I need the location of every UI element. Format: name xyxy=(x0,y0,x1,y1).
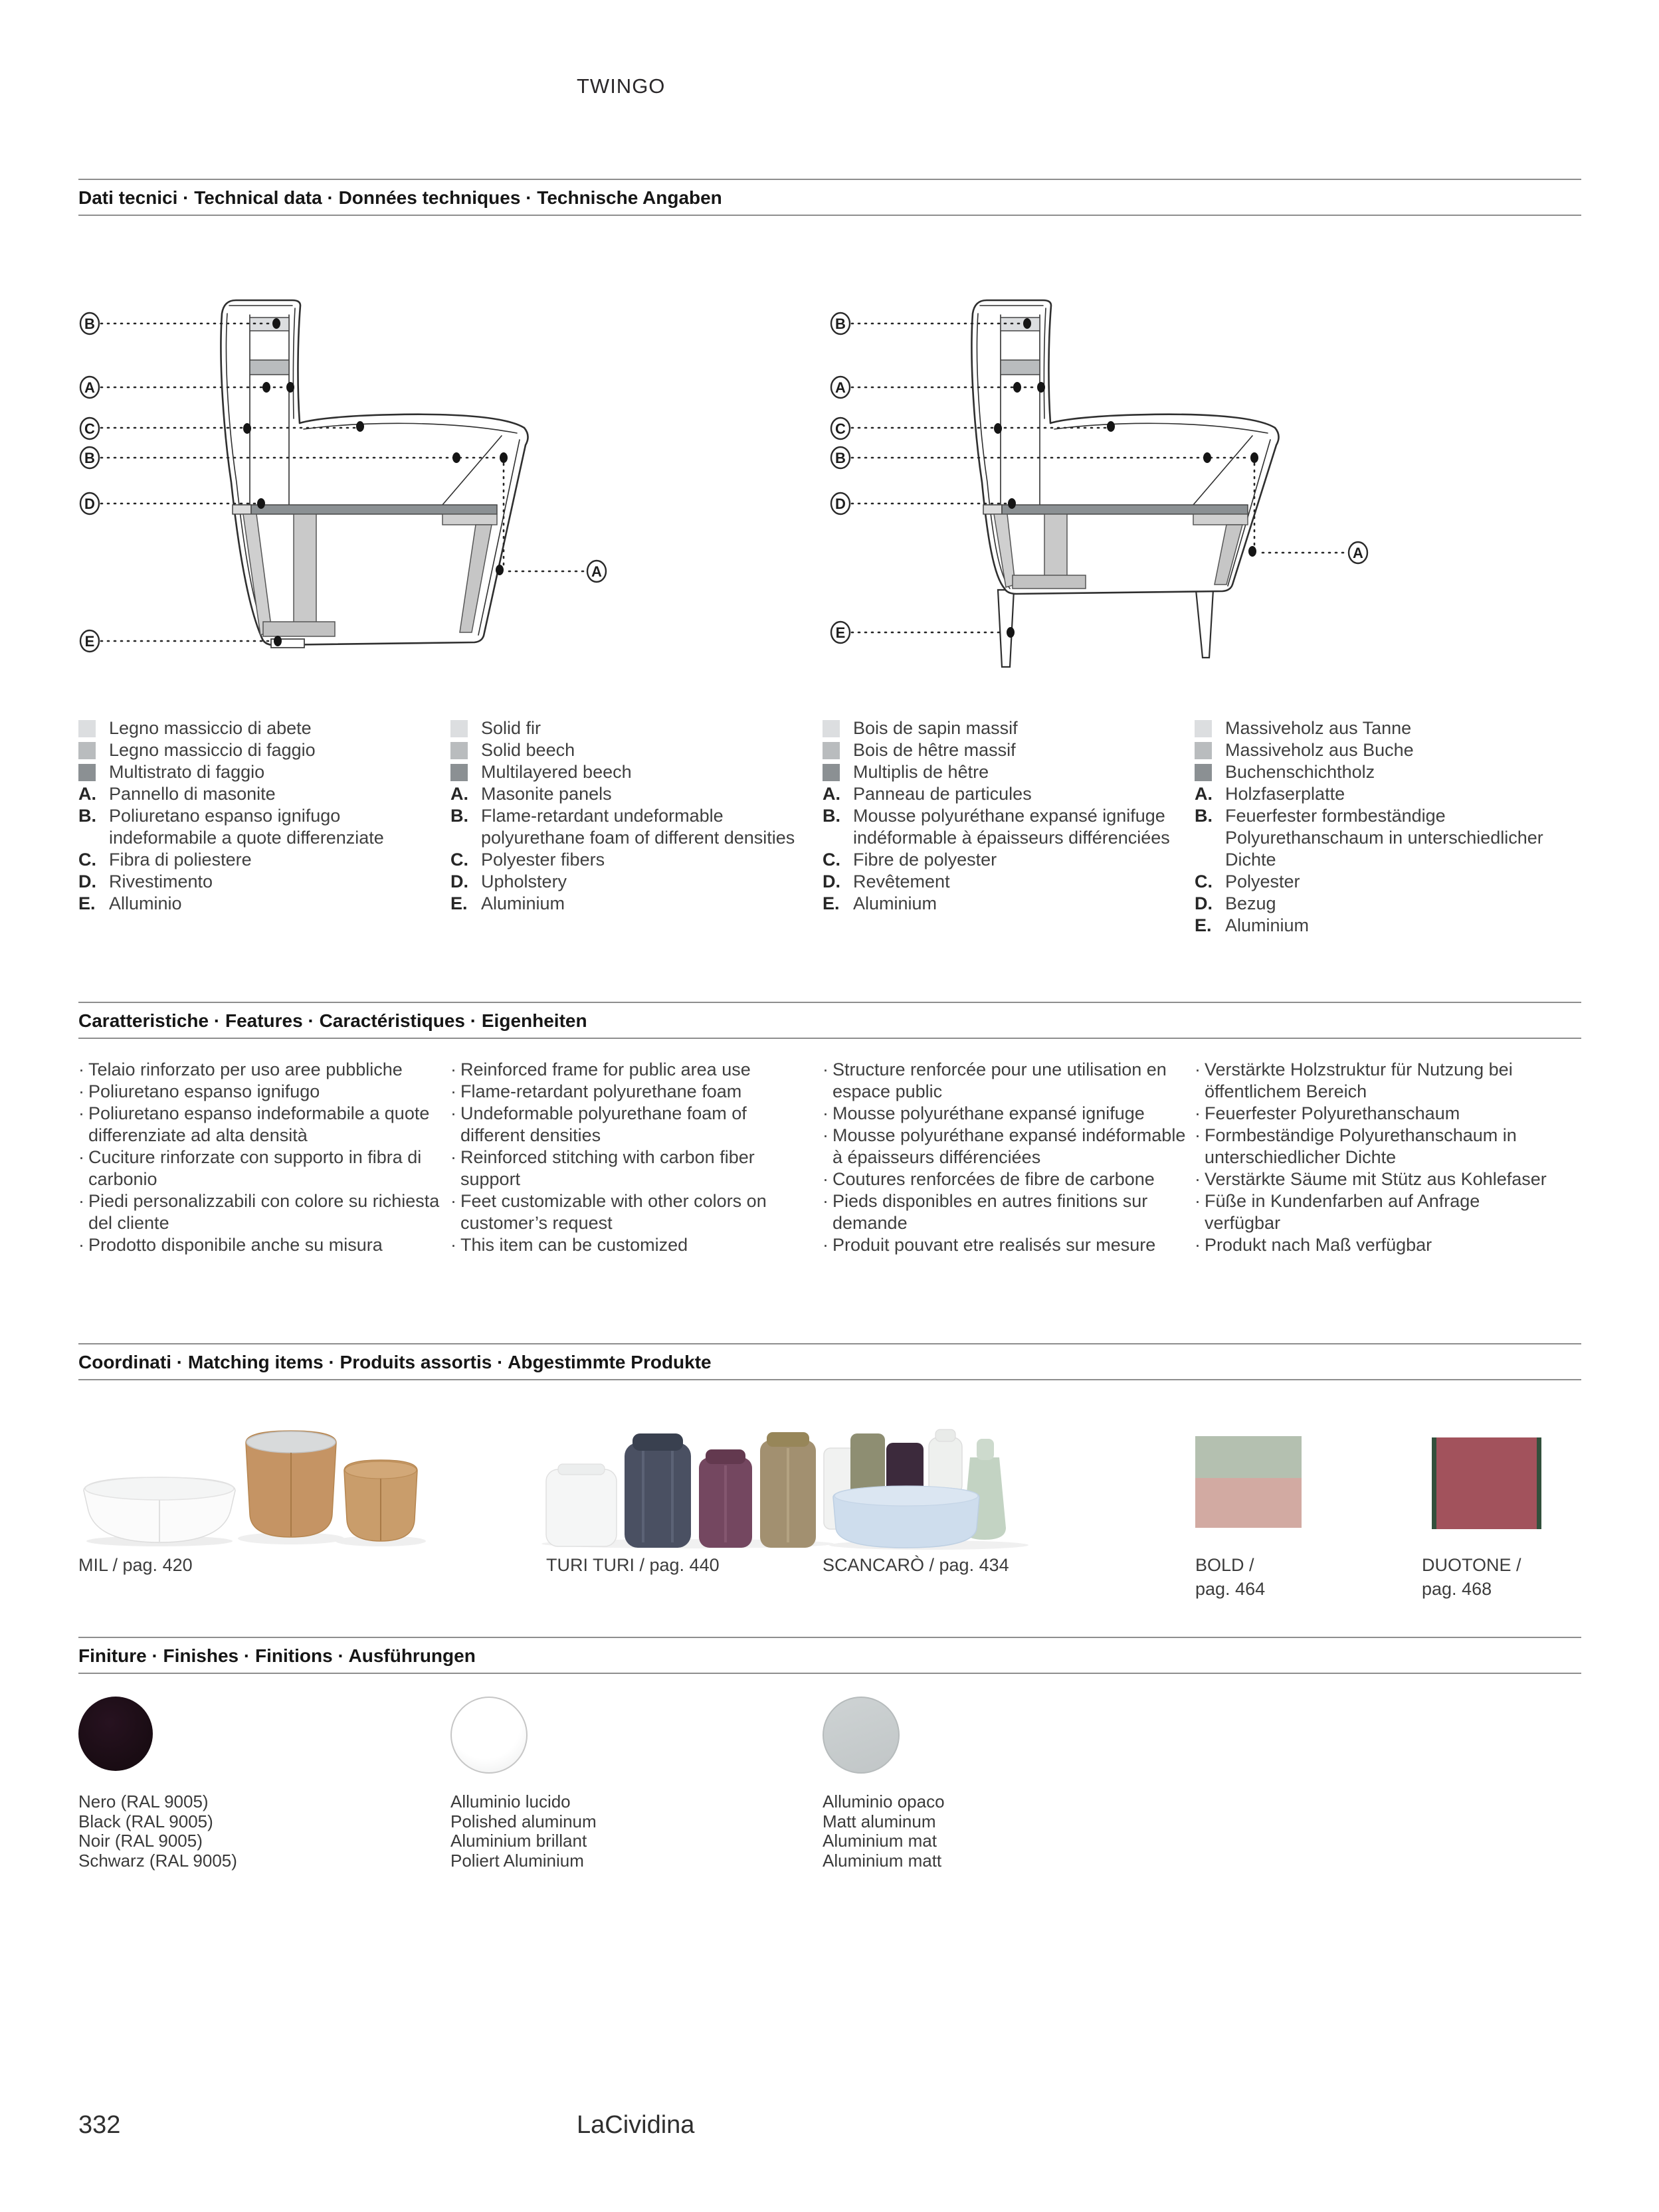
color-swatch xyxy=(450,764,468,781)
diagram-label-b xyxy=(831,313,850,334)
feature-item: · Mousse polyuréthane expansé ignifuge xyxy=(823,1103,1187,1125)
section-matching-items xyxy=(78,1343,1581,1380)
matching-item-caption xyxy=(1195,1553,1265,1601)
color-swatch xyxy=(78,742,96,759)
materials-column xyxy=(1195,717,1553,937)
diagram-label-a xyxy=(587,561,606,582)
feature-item: · Cuciture rinforzate con supporto in fibra di carbonio xyxy=(78,1147,442,1190)
finish-label-line: Nero (RAL 9005) xyxy=(78,1792,209,1811)
legend-letter: C. xyxy=(823,850,840,870)
legend-label: Bezug xyxy=(1225,893,1276,913)
legend-row xyxy=(450,871,809,893)
legend-label: Rivestimento xyxy=(109,872,213,891)
legend-row xyxy=(1195,761,1553,783)
legend-row xyxy=(823,783,1181,805)
legend-swatch-cell xyxy=(450,717,481,739)
color-swatch xyxy=(1195,742,1212,759)
legend-letter: D. xyxy=(78,872,96,891)
legend-label: Poliuretano espanso ignifugo indeformabile a quote differenziate xyxy=(109,806,384,848)
legend-row xyxy=(450,761,809,783)
finish-label-line: Alluminio opaco xyxy=(823,1792,945,1811)
matching-item-caption xyxy=(823,1553,1009,1577)
caption-line: DUOTONE / xyxy=(1422,1555,1521,1575)
legend-label: Holzfaserplatte xyxy=(1225,784,1345,804)
materials-column xyxy=(823,717,1181,915)
legend-swatch-cell xyxy=(823,761,853,783)
diagram-label-c xyxy=(80,418,99,439)
feature-item: · Formbeständige Polyurethanschaum in unterschiedlicher Dichte xyxy=(1195,1125,1559,1168)
product-image-turi-turi xyxy=(532,1428,844,1552)
legend-label: Masonite panels xyxy=(481,784,612,804)
legend-row xyxy=(450,717,809,739)
feature-item: · Coutures renforcées de fibre de carbone xyxy=(823,1168,1187,1190)
legend-label: Revêtement xyxy=(853,872,950,891)
legend-row xyxy=(450,739,809,761)
legend-letter: A. xyxy=(78,784,96,804)
feature-item: · Pieds disponibles en autres finitions sur demande xyxy=(823,1190,1187,1234)
page-number: 332 xyxy=(78,2111,121,2139)
legend-label: Solid beech xyxy=(481,740,575,760)
legend-label: Feuerfester formbeständige Polyurethanschaum in unterschiedlicher Dichte xyxy=(1225,806,1543,870)
diagram-label-d xyxy=(831,493,850,514)
feature-item: · Produit pouvant etre realisés sur mesure xyxy=(823,1234,1187,1256)
svg-text:C: C xyxy=(84,420,95,437)
diagram-label-a xyxy=(1349,542,1367,563)
legend-label: Aluminium xyxy=(1225,915,1310,935)
color-swatch xyxy=(823,742,840,759)
legend-label: Polyester xyxy=(1225,872,1300,891)
legend-row xyxy=(450,849,809,871)
legend-label: Multistrato di faggio xyxy=(109,762,265,782)
legend-swatch-cell xyxy=(1195,761,1225,783)
color-swatch xyxy=(450,720,468,737)
finish-label-line: Schwarz (RAL 9005) xyxy=(78,1850,237,1871)
legend-row xyxy=(823,849,1181,871)
technical-drawing-side-section-legs xyxy=(824,286,1435,671)
finish-labels xyxy=(450,1792,597,1871)
materials-column xyxy=(78,717,437,915)
caption-line: TURI TURI / pag. 440 xyxy=(546,1555,720,1575)
features-column xyxy=(450,1059,815,1256)
svg-text:B: B xyxy=(84,450,95,466)
features-column xyxy=(823,1059,1187,1256)
feature-item: · Verstärkte Holzstruktur für Nutzung bei öffentlichem Bereich xyxy=(1195,1059,1559,1103)
matching-item-caption xyxy=(546,1553,720,1577)
feature-item: · Structure renforcée pour une utilisation en espace public xyxy=(823,1059,1187,1103)
caption-line: BOLD / xyxy=(1195,1555,1254,1575)
finish-label-line: Aluminium mat xyxy=(823,1831,937,1851)
feature-item: · Produkt nach Maß verfügbar xyxy=(1195,1234,1559,1256)
legend-letter: A. xyxy=(450,784,468,804)
legend-label: Aluminium xyxy=(853,893,937,913)
svg-text:B: B xyxy=(835,316,846,332)
diagram-label-b xyxy=(80,313,99,334)
feature-item: · Undeformable polyurethane foam of different densities xyxy=(450,1103,815,1147)
finish-swatch-nero xyxy=(78,1697,153,1771)
legend-label: Mousse polyuréthane expansé ignifuge indéformable à épaisseurs différenciées xyxy=(853,806,1170,848)
feature-item: · Reinforced frame for public area use xyxy=(450,1059,815,1081)
legend-letter: D. xyxy=(1195,893,1213,913)
legend-label: Panneau de particules xyxy=(853,784,1032,804)
finish-swatch-alluminio_lucido xyxy=(450,1697,528,1774)
legend-row xyxy=(823,805,1181,849)
legend-letter: C. xyxy=(1195,872,1213,891)
legend-label: Pannello di masonite xyxy=(109,784,276,804)
legend-letter: B. xyxy=(450,806,468,826)
diagram-label-e xyxy=(80,630,99,652)
caption-line: pag. 464 xyxy=(1195,1579,1266,1599)
svg-text:D: D xyxy=(84,496,95,512)
section-heading: Coordinati · Matching items · Produits assortis · Abgestimmte Produkte xyxy=(78,1344,1581,1380)
legend-row xyxy=(1195,871,1553,893)
features-column xyxy=(1195,1059,1559,1256)
finish-labels xyxy=(78,1792,237,1871)
product-image-mil xyxy=(78,1427,450,1551)
legend-swatch-cell xyxy=(823,739,853,761)
page-title: TWINGO xyxy=(577,74,666,98)
feature-item: · Piedi personalizzabili con colore su richiesta del cliente xyxy=(78,1190,442,1234)
finish-label-line: Aluminium brillant xyxy=(450,1831,587,1851)
legend-label: Multilayered beech xyxy=(481,762,632,782)
feature-item: · Füße in Kundenfarben auf Anfrage verfügbar xyxy=(1195,1190,1559,1234)
feature-item: · Feuerfester Polyurethanschaum xyxy=(1195,1103,1559,1125)
legend-letter: E. xyxy=(78,893,96,913)
color-swatch xyxy=(823,764,840,781)
diagram-label-e xyxy=(831,622,850,643)
legend-swatch-cell xyxy=(78,761,109,783)
diagram-label-b xyxy=(80,447,99,468)
caption-line: pag. 468 xyxy=(1422,1579,1492,1599)
diagram-label-a xyxy=(831,377,850,398)
feature-item: · Verstärkte Säume mit Stütz aus Kohlefaser xyxy=(1195,1168,1559,1190)
legend-row xyxy=(1195,739,1553,761)
legend-swatch-cell xyxy=(78,717,109,739)
bold-bottom-color xyxy=(1195,1478,1302,1528)
finish-label-line: Aluminium matt xyxy=(823,1850,942,1871)
svg-text:E: E xyxy=(835,624,846,641)
legend-row xyxy=(1195,893,1553,915)
legend-label: Flame-retardant undeformable polyurethane foam of different densities xyxy=(481,806,795,848)
legend-row xyxy=(1195,805,1553,871)
legend-label: Buchenschichtholz xyxy=(1225,762,1375,782)
legend-row xyxy=(78,805,437,849)
feature-item: · Poliuretano espanso ignifugo xyxy=(78,1081,442,1103)
section-finishes xyxy=(78,1637,1581,1674)
legend-letter: C. xyxy=(78,850,96,870)
finish-label-line: Alluminio lucido xyxy=(450,1792,571,1811)
section-heading: Dati tecnici · Technical data · Données techniques · Technische Angaben xyxy=(78,180,1581,216)
legend-letter: D. xyxy=(450,872,468,891)
legend-swatch-cell xyxy=(450,761,481,783)
diagram-label-d xyxy=(80,493,99,514)
legend-letter: D. xyxy=(823,872,840,891)
legend-label: Solid fir xyxy=(481,718,541,738)
feature-item: · This item can be customized xyxy=(450,1234,815,1256)
diagram-label-c xyxy=(831,418,850,439)
legend-row xyxy=(78,761,437,783)
legend-row xyxy=(823,893,1181,915)
section-heading: Finiture · Finishes · Finitions · Ausführungen xyxy=(78,1638,1581,1674)
finish-label-line: Poliert Aluminium xyxy=(450,1850,584,1871)
legend-row xyxy=(1195,783,1553,805)
bold-top-color xyxy=(1195,1436,1302,1478)
feature-item: · Mousse polyuréthane expansé indéformable à épaisseurs différenciées xyxy=(823,1125,1187,1168)
svg-text:B: B xyxy=(84,316,95,332)
legend-label: Alluminio xyxy=(109,893,182,913)
legend-letter: C. xyxy=(450,850,468,870)
svg-text:A: A xyxy=(1353,545,1363,561)
section-heading: Caratteristiche · Features · Caractéristiques · Eigenheiten xyxy=(78,1003,1581,1039)
legend-row xyxy=(78,783,437,805)
matching-item-caption xyxy=(1422,1553,1521,1601)
legend-letter: A. xyxy=(1195,784,1213,804)
finish-labels xyxy=(823,1792,945,1871)
legend-row xyxy=(823,871,1181,893)
finish-swatch-alluminio_opaco xyxy=(823,1697,900,1774)
feature-item: · Telaio rinforzato per uso aree pubbliche xyxy=(78,1059,442,1081)
legend-row xyxy=(450,783,809,805)
svg-text:E: E xyxy=(84,633,95,650)
legend-label: Multiplis de hêtre xyxy=(853,762,989,782)
legend-letter: B. xyxy=(78,806,96,826)
svg-text:A: A xyxy=(591,563,602,580)
legend-label: Bois de hêtre massif xyxy=(853,740,1016,760)
color-swatch xyxy=(823,720,840,737)
diagram-label-a xyxy=(80,377,99,398)
legend-label: Upholstery xyxy=(481,872,567,891)
legend-label: Bois de sapin massif xyxy=(853,718,1018,738)
caption-line: MIL / pag. 420 xyxy=(78,1555,193,1575)
legend-letter: A. xyxy=(823,784,840,804)
legend-row xyxy=(78,739,437,761)
svg-text:D: D xyxy=(835,496,846,512)
legend-row xyxy=(450,893,809,915)
color-swatch xyxy=(450,742,468,759)
finish-label-line: Polished aluminum xyxy=(450,1811,597,1831)
diagram-label-b xyxy=(831,447,850,468)
legend-swatch-cell xyxy=(823,717,853,739)
finish-label-line: Black (RAL 9005) xyxy=(78,1811,213,1831)
caption-line: SCANCARÒ / pag. 434 xyxy=(823,1555,1009,1575)
legend-label: Legno massiccio di abete xyxy=(109,718,312,738)
legend-letter: B. xyxy=(1195,806,1213,826)
legend-row xyxy=(450,805,809,849)
fabric-swatch-bold xyxy=(1195,1436,1302,1528)
legend-row xyxy=(78,849,437,871)
legend-swatch-cell xyxy=(1195,739,1225,761)
legend-swatch-cell xyxy=(450,739,481,761)
legend-swatch-cell xyxy=(1195,717,1225,739)
legend-label: Massiveholz aus Buche xyxy=(1225,740,1414,760)
matching-item-caption xyxy=(78,1553,193,1577)
legend-row xyxy=(78,871,437,893)
legend-row xyxy=(1195,717,1553,739)
product-image-scancaro xyxy=(823,1428,1102,1554)
color-swatch xyxy=(1195,720,1212,737)
legend-label: Polyester fibers xyxy=(481,850,605,870)
feature-item: · Feet customizable with other colors on customer’s request xyxy=(450,1190,815,1234)
legend-label: Aluminium xyxy=(481,893,565,913)
legend-letter: B. xyxy=(823,806,840,826)
features-column xyxy=(78,1059,442,1256)
legend-label: Fibre de polyester xyxy=(853,850,997,870)
svg-text:A: A xyxy=(84,379,95,396)
materials-column xyxy=(450,717,809,915)
technical-drawing-side-section xyxy=(73,286,618,658)
fabric-swatch-duotone xyxy=(1432,1437,1541,1529)
feature-item: · Prodotto disponibile anche su misura xyxy=(78,1234,442,1256)
section-features xyxy=(78,1002,1581,1039)
color-swatch xyxy=(1195,764,1212,781)
legend-row xyxy=(823,717,1181,739)
color-swatch xyxy=(78,720,96,737)
feature-item: · Reinforced stitching with carbon fiber support xyxy=(450,1147,815,1190)
legend-row xyxy=(823,761,1181,783)
finish-label-line: Matt aluminum xyxy=(823,1811,936,1831)
legend-letter: E. xyxy=(823,893,840,913)
legend-row xyxy=(1195,915,1553,937)
brand-name: LaCividina xyxy=(577,2111,695,2139)
legend-label: Fibra di poliestere xyxy=(109,850,252,870)
svg-text:A: A xyxy=(835,379,846,396)
svg-text:B: B xyxy=(835,450,846,466)
section-technical-data xyxy=(78,179,1581,216)
legend-letter: E. xyxy=(450,893,468,913)
legend-label: Massiveholz aus Tanne xyxy=(1225,718,1412,738)
legend-swatch-cell xyxy=(78,739,109,761)
color-swatch xyxy=(78,764,96,781)
svg-text:C: C xyxy=(835,420,846,437)
legend-row xyxy=(78,893,437,915)
legend-letter: E. xyxy=(1195,915,1212,935)
feature-item: · Poliuretano espanso indeformabile a quote differenziate ad alta densità xyxy=(78,1103,442,1147)
feature-item: · Flame-retardant polyurethane foam xyxy=(450,1081,815,1103)
legend-label: Legno massiccio di faggio xyxy=(109,740,316,760)
finish-label-line: Noir (RAL 9005) xyxy=(78,1831,203,1851)
legend-row xyxy=(823,739,1181,761)
legend-row xyxy=(78,717,437,739)
